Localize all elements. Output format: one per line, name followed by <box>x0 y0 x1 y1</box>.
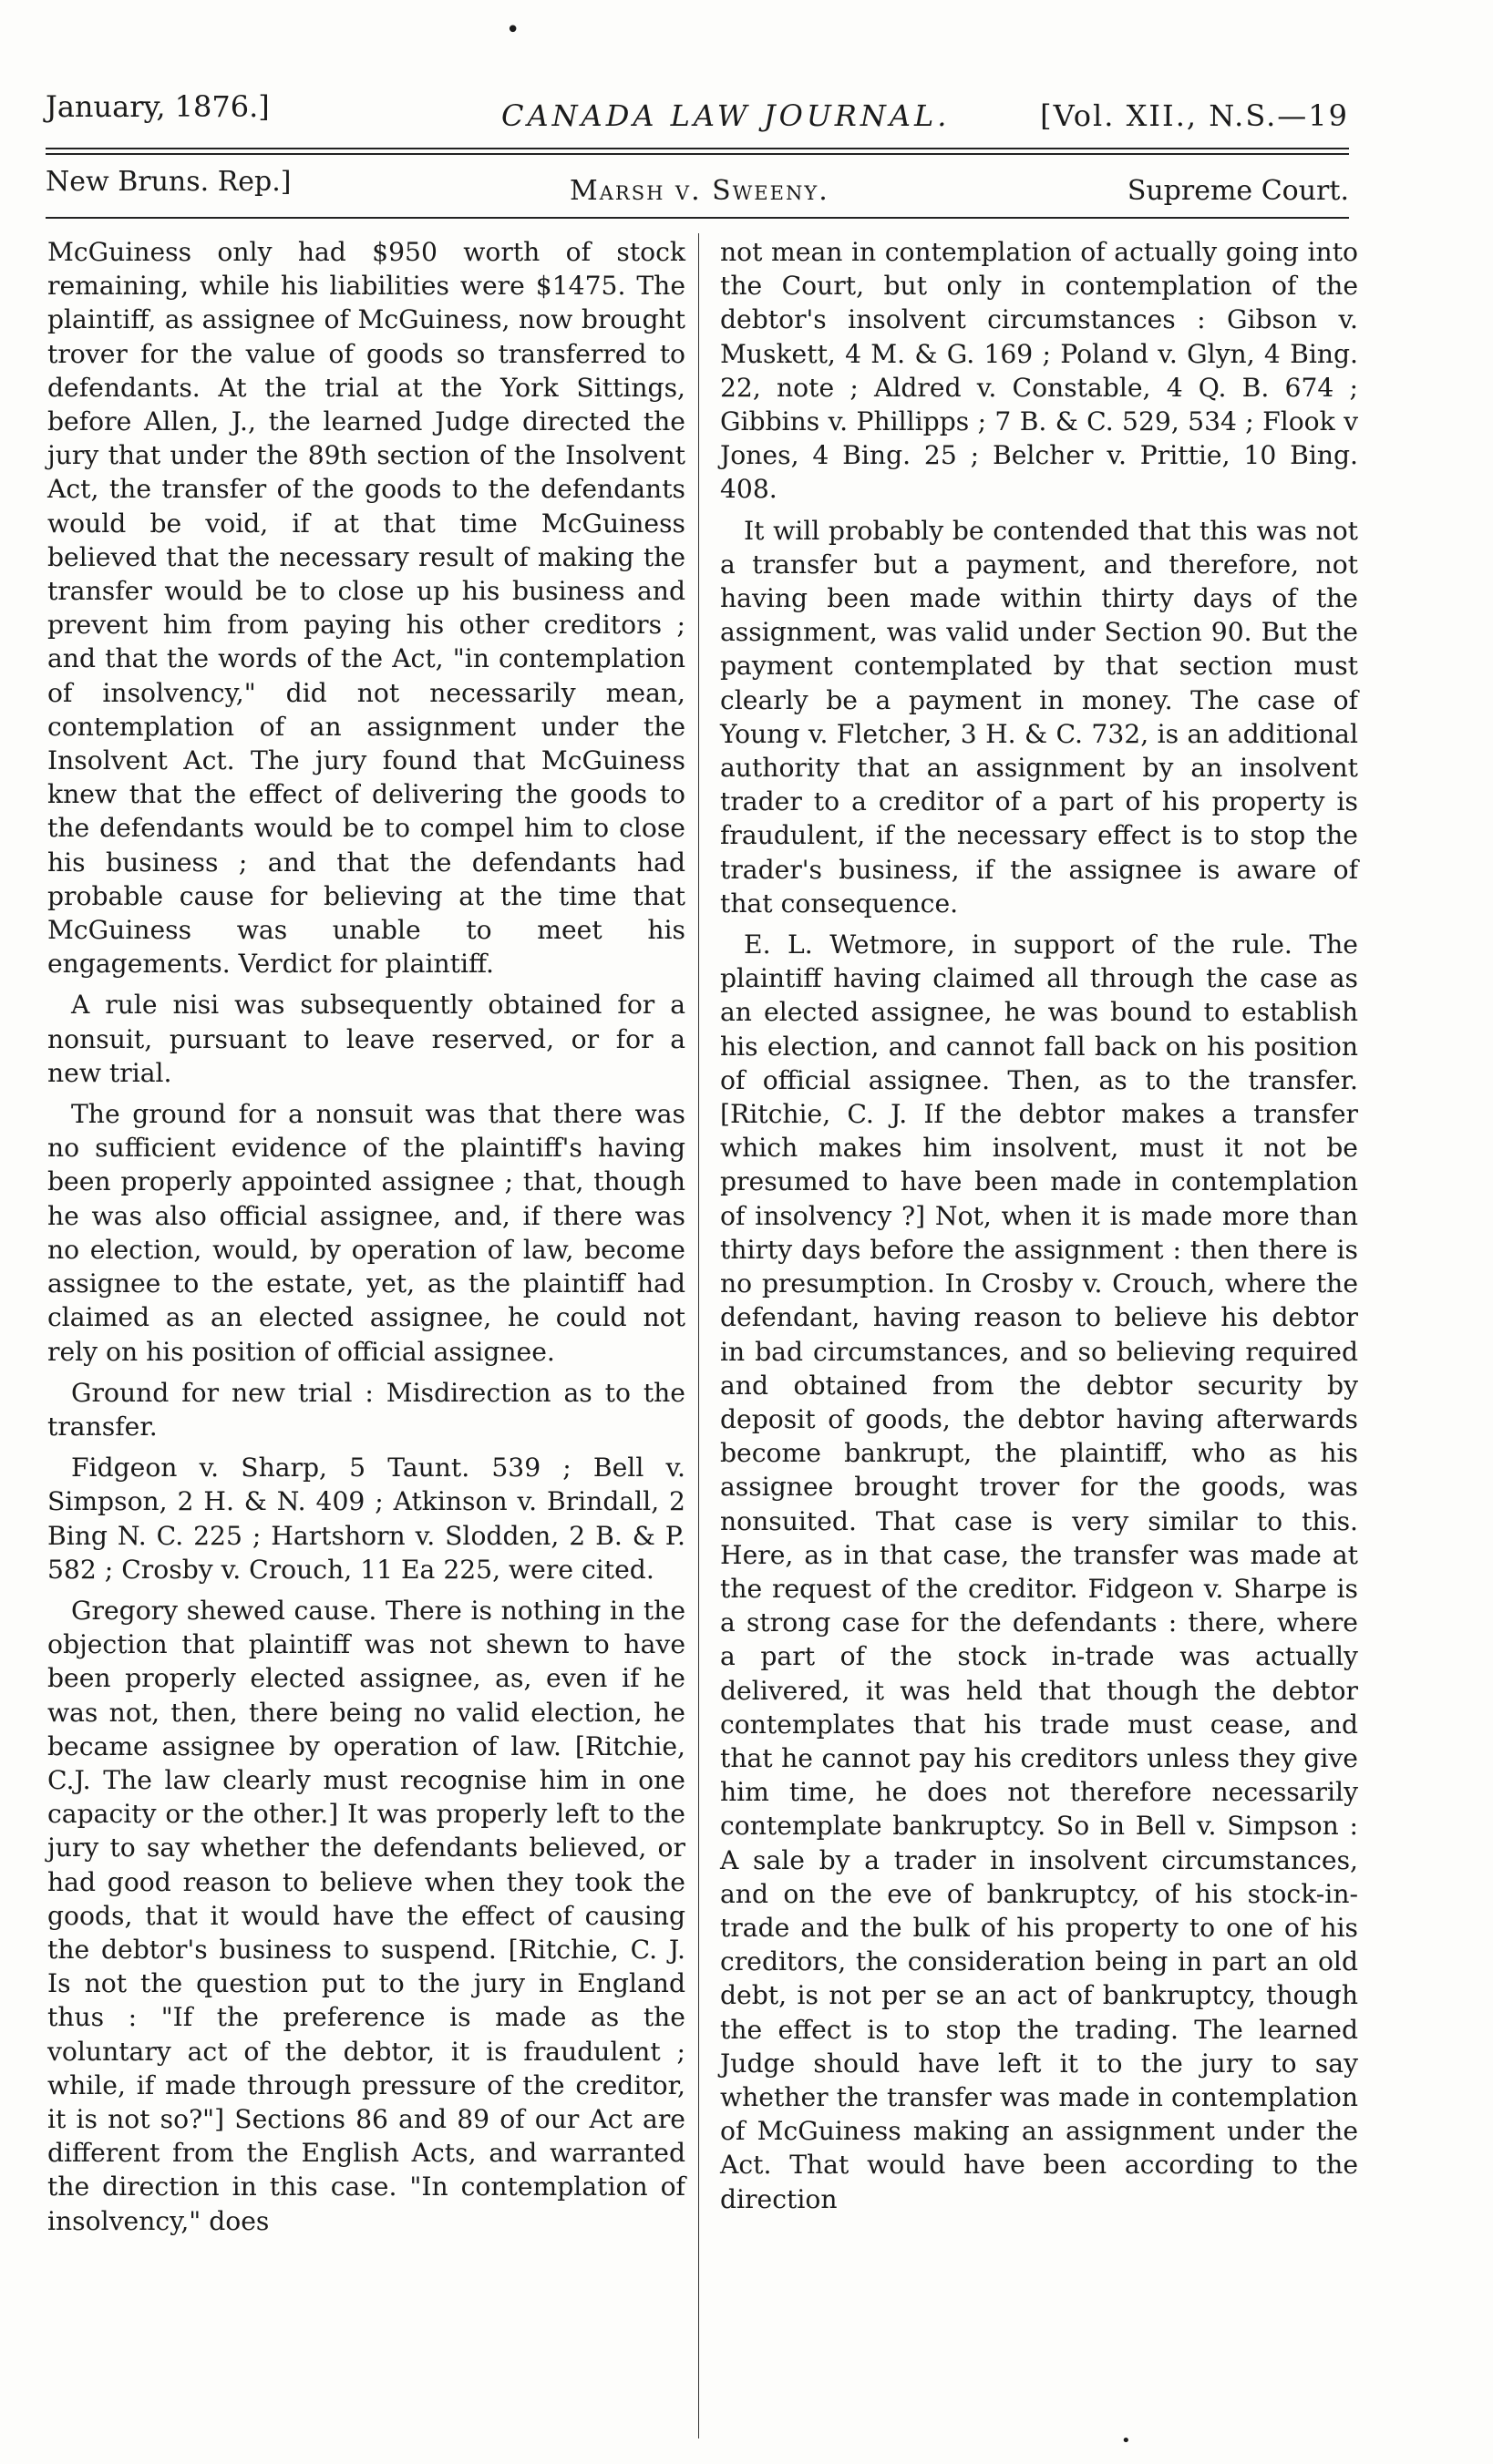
paragraph: McGuiness only had $950 worth of stock remaining, while his liabilities were $1475. The plaintiff, as assignee of McGuiness, now brought trover for the value of goods so transferred to defendants. At the trial at the York Sittings, before Allen, J., the learned Judge directed the jury that under the 89th section of the Insolvent Act, the transfer of the goods to the defendants would be void, if at that time McGuiness believed that the necessary result of making the transfer would be to close up his business and prevent him from paying his other creditors ; and that the words of the Act, "in contemplation of insolvency," did not necessarily mean, contemplation of an assignment under the Insolvent Act. The jury found that McGuiness knew that the effect of delivering the goods to the defendants would be to compel him to close his business ; and that the defendants had probable cause for believing at the time that McGuiness was unable to meet his engagements. Verdict for plaintiff. <box>47 237 685 980</box>
paragraph: E. L. Wetmore, in support of the rule. The plaintiff having claimed all through the case as an elected assignee, he was bound to establish his election, and cannot fall back on his position of official assignee. Then, as to the transfer. [Ritchie, C. J. If the debtor makes a transfer which makes him insolvent, must it not be presumed to have been made in contemplation of insolvency ?] Not, when it is made more than thirty days before the assignment : then there is no presumption. In Crosby v. Crouch, where the defendant, having reason to believe his debtor in bad circumstances, and so believing required and obtained from the debtor security by deposit of goods, the debtor having afterwards become bankrupt, the plaintiff, who as his assignee brought trover for the goods, was nonsuited. That case is very similar to this. Here, as in that case, the transfer was made at the request of the creditor. Fidgeon v. Sharpe is a strong case for the defendants : there, where a part of the stock in-trade was actually delivered, it was held that though the debtor contemplates that his trade must cease, and that he cannot pay his creditors unless they give him time, he does not therefore necessarily contemplate bankruptcy. So in Bell v. Simpson : A sale by a trader in insolvent circumstances, and on the eve of bankruptcy, of his stock-in-trade and the bulk of his property to one of his creditors, the consideration being in part an old debt, is not per se an act of bankruptcy, though the effect is to stop the trading. The learned Judge should have left it to the jury to say whether the transfer was made in contemplation of McGuiness making an assignment under the Act. That would have been according to the direction <box>720 929 1358 2214</box>
case-head <box>46 166 1349 208</box>
paragraph: The ground for a nonsuit was that there was no sufficient evidence of the plaintiff's having been properly appointed assignee ; that, though he was also official assignee, and, if there was no election, would, by operation of law, become assignee to the estate, yet, as the plaintiff had claimed as an elected assignee, he could not rely on his position of official assignee. <box>47 1099 685 1367</box>
right-column <box>720 235 1358 2223</box>
bottom-mark: • <box>1121 2431 1131 2450</box>
paragraph: Gregory shewed cause. There is nothing in the objection that plaintiff was not shewn to have been properly elected assignee, as, even if he was not, then, there being no valid election, he became assignee by operation of law. [Ritchie, C.J. The law clearly must recognise him in one capacity or the other.] It was properly left to the jury to say whether the defendants believed, or had good reason to believe when they took the goods, that it would have the effect of causing the debtor's business to suspend. [Ritchie, C. J. Is not the question put to the jury in England thus : "If the preference is made as the voluntary act of the debtor, it is fraudulent ; while, if made through pressure of the creditor, it is not so?"] Sections 86 and 89 of our Act are different from the English Acts, and warranted the direction in this case. "In contemplation of insolvency," does <box>47 1595 685 2236</box>
journal-title: CANADA LAW JOURNAL. <box>501 98 951 133</box>
case-name: Marsh v. Sweeny. <box>570 175 829 207</box>
header-rule-bottom <box>46 153 1349 155</box>
volume-page: [Vol. XII., N.S.—19 <box>1040 98 1349 133</box>
issue-date: January, 1876.] <box>46 89 270 124</box>
paragraph: Ground for new trial : Misdirection as to the transfer. <box>47 1377 685 1442</box>
paragraph: Fidgeon v. Sharp, 5 Taunt. 539 ; Bell v. Simpson, 2 H. & N. 409 ; Atkinson v. Brindall, 2 Bing N. C. 225 ; Hartshorn v. Slodden, 2 B. & P. 582 ; Crosby v. Crouch, 11 Ea 225, were cited. <box>47 1453 685 1585</box>
court-name: Supreme Court. <box>1127 175 1349 207</box>
header-rule-top <box>46 148 1349 149</box>
left-column <box>47 235 685 2245</box>
paragraph: not mean in contemplation of actually going into the Court, but only in contemplation of the debtor's insolvent circumstances : Gibson v. Muskett, 4 M. & G. 169 ; Poland v. Glyn, 4 Bing. 22, note ; Aldred v. Constable, 4 Q. B. 674 ; Gibbins v. Phillipps ; 7 B. & C. 529, 534 ; Flook v Jones, 4 Bing. 25 ; Belcher v. Prittie, 10 Bing. 408. <box>720 237 1358 505</box>
column-divider <box>698 233 699 2438</box>
paragraph: A rule nisi was subsequently obtained for a nonsuit, pursuant to leave reserved, or for a new trial. <box>47 990 685 1088</box>
top-mark: • <box>506 16 520 44</box>
case-rule <box>46 217 1349 219</box>
running-head <box>46 89 1349 144</box>
paragraph: It will probably be contended that this was not a transfer but a payment, and therefore, not having been made within thirty days of the assignment, was valid under Section 90. But the payment contemplated by that section must clearly be a payment in money. The case of Young v. Fletcher, 3 H. & C. 732, is an additional authority that an assignment by an insolvent trader to a creditor of a part of his property is fraudulent, if the necessary effect is to stop the trader's business, if the assignee is aware of that consequence. <box>720 515 1358 919</box>
reporter: New Bruns. Rep.] <box>46 166 292 198</box>
